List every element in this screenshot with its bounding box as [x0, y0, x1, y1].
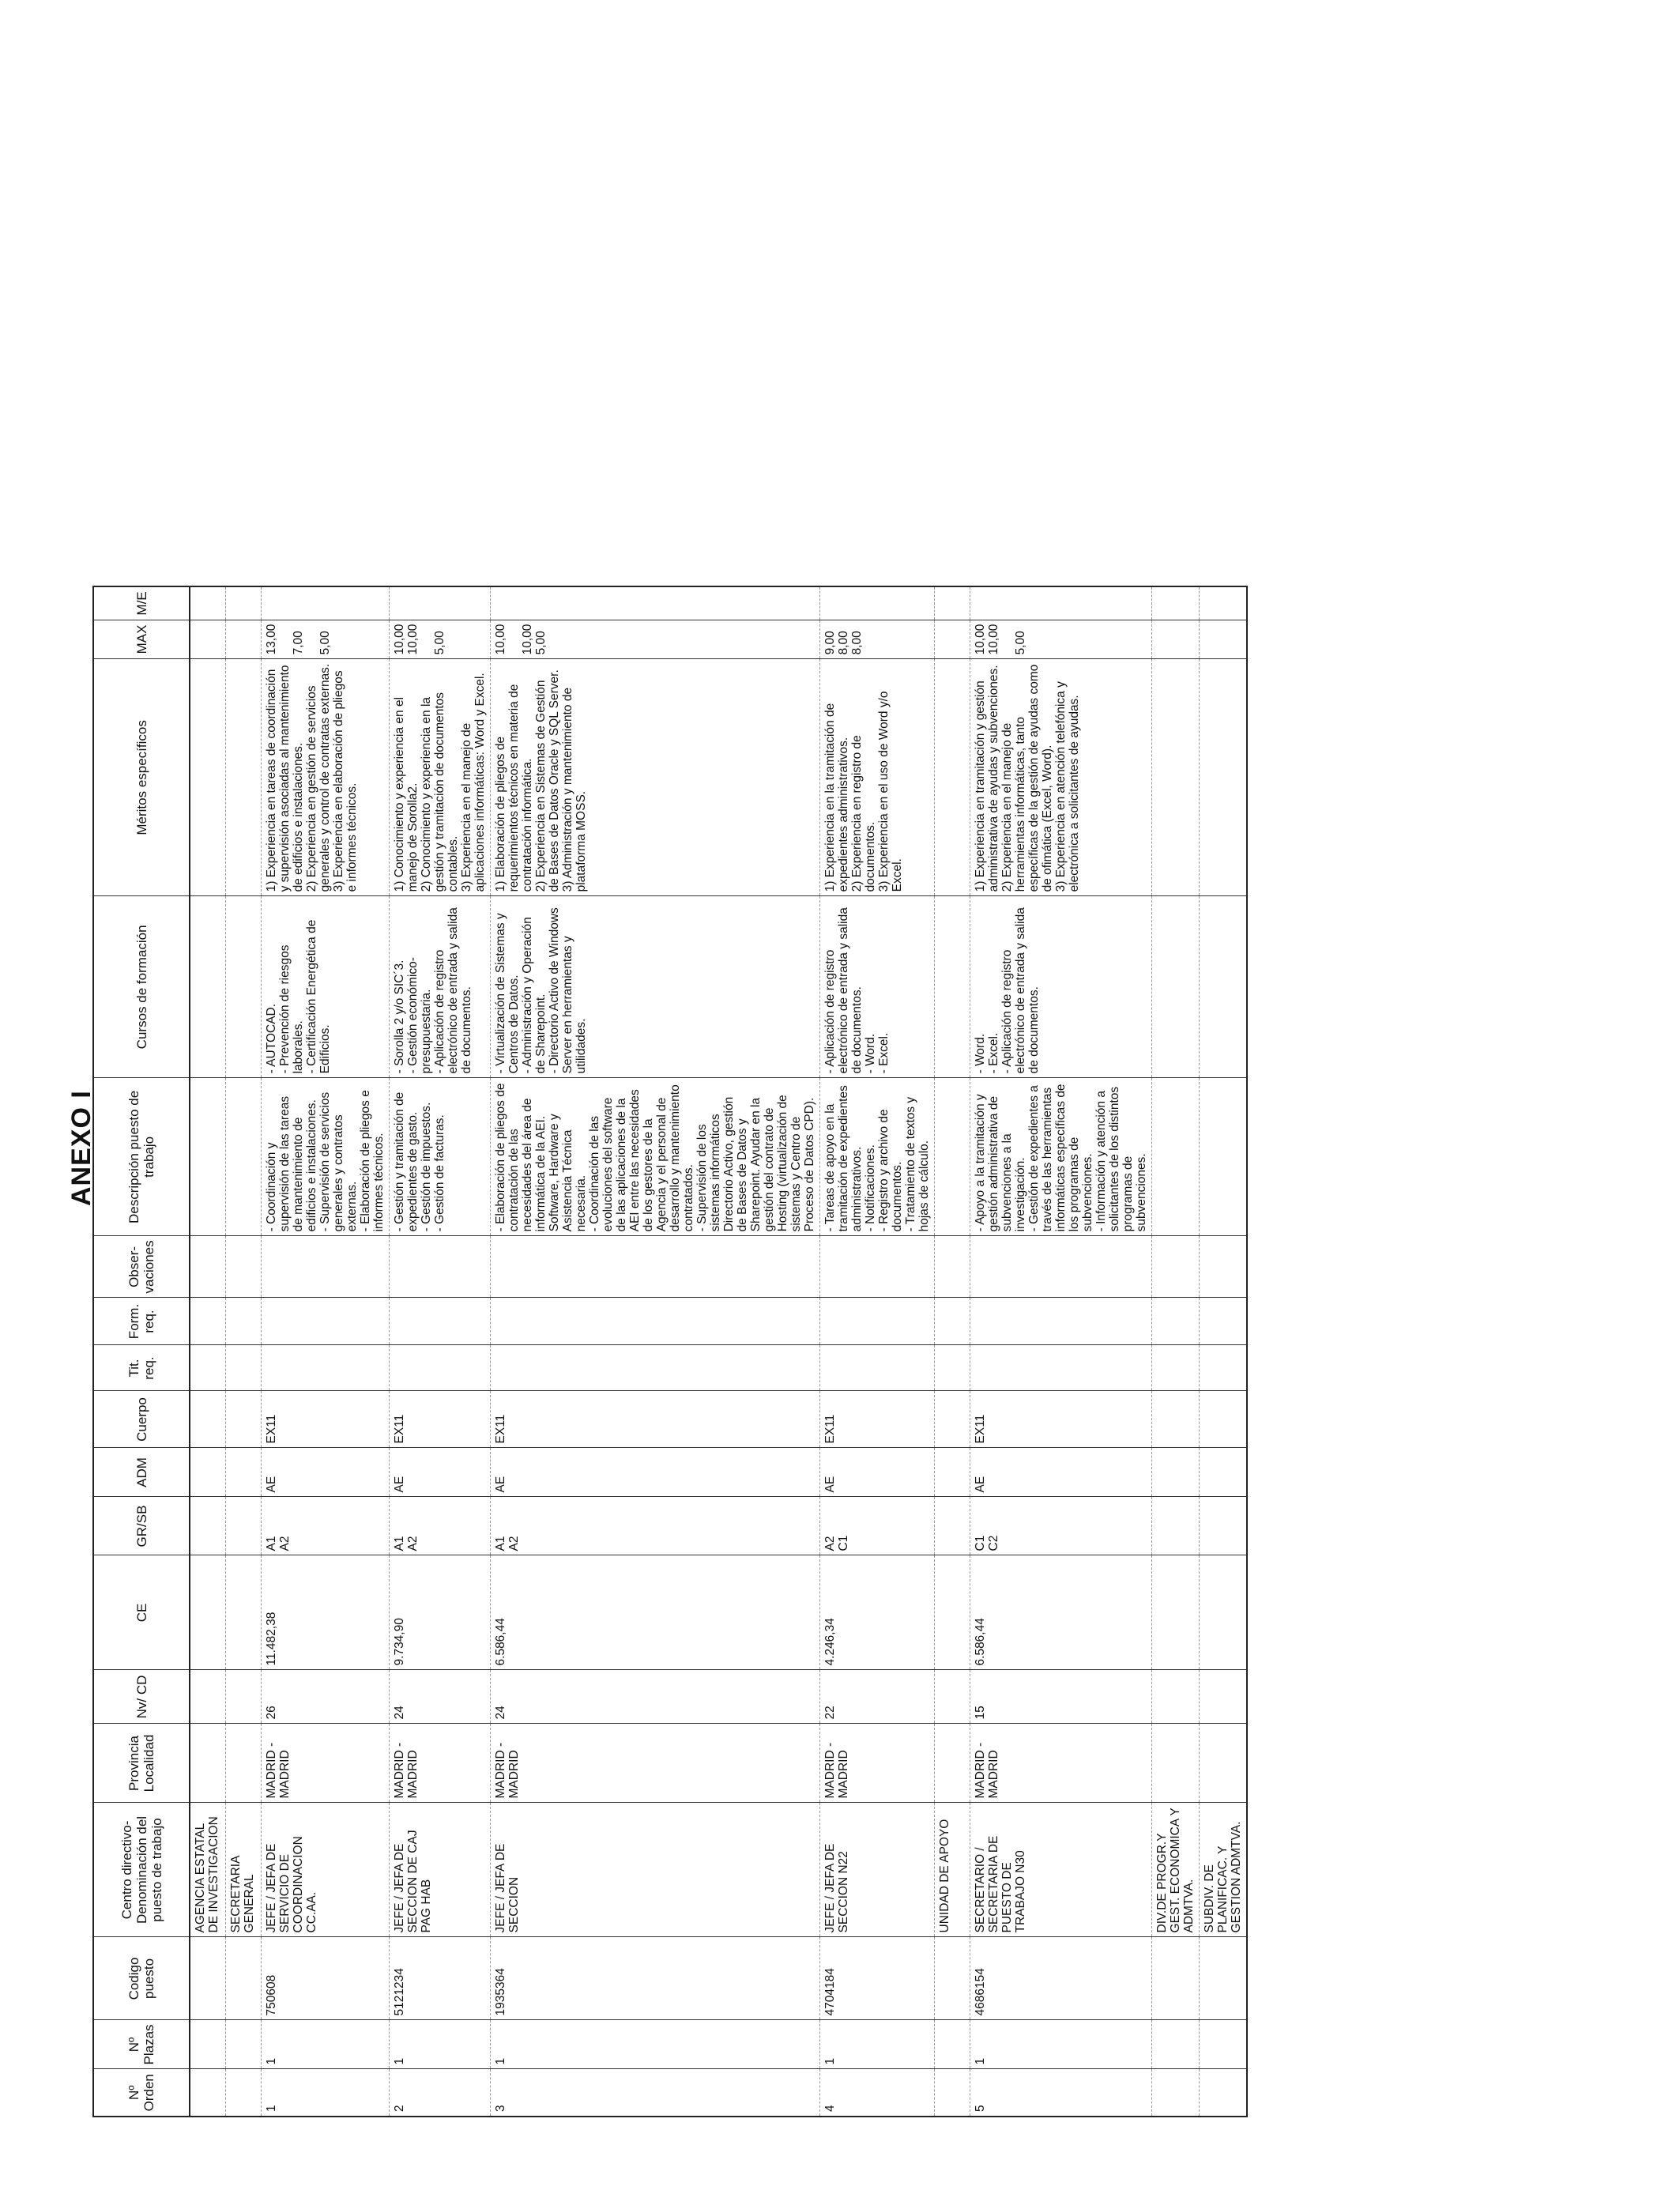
- table-row: [820, 586, 935, 2117]
- cell-plazas: 1: [390, 2020, 491, 2069]
- header-observaciones: Obser- vaciones: [93, 1236, 190, 1298]
- section-row: [226, 586, 262, 2117]
- cell-cuerpo: EX11: [390, 1391, 491, 1448]
- cell-meritos: 1) Experiencia en tramitación y gestión administrativa de ayudas y subvenciones. 2) Experiencia en el manejo de herramientas informáticas, tanto específicas de la gestión de ayudas como de ofimática (Excel, Word). 3) Experiencia en atención telefónica y electrónica a solicitantes de ayudas.: [970, 659, 1152, 896]
- cell-nivel: 24: [491, 1670, 820, 1724]
- table-row: [491, 586, 820, 2117]
- header-orden: Nº Orden: [93, 2069, 190, 2117]
- section-row: [935, 586, 970, 2117]
- cell-codigo: 1935364: [491, 1937, 820, 2020]
- cell-provincia: MADRID - MADRID: [491, 1724, 820, 1803]
- section-row: [1200, 586, 1248, 2117]
- cell-cuerpo: EX11: [820, 1391, 935, 1448]
- header-adm: ADM: [93, 1448, 190, 1497]
- section-secretaria: SECRETARIA GENERAL: [226, 1803, 262, 1937]
- cell-puesto: SECRETARIO / SECRETARIA DE PUESTO DE TRABAJO N30: [970, 1803, 1152, 1937]
- header-nivel: Nv/ CD: [93, 1670, 190, 1724]
- header-titulacion: Tit. req.: [93, 1345, 190, 1391]
- anexo-table: [92, 586, 1248, 2117]
- cell-provincia: MADRID - MADRID: [262, 1724, 390, 1803]
- cell-grupo: A1 A2: [491, 1497, 820, 1555]
- cell-nivel: 24: [390, 1670, 491, 1724]
- cell-orden: 3: [491, 2069, 820, 2117]
- cell-provincia: MADRID - MADRID: [820, 1724, 935, 1803]
- cell-cuerpo: EX11: [491, 1391, 820, 1448]
- cell-nivel: 22: [820, 1670, 935, 1724]
- cell-orden: 2: [390, 2069, 491, 2117]
- cell-plazas: 1: [820, 2020, 935, 2069]
- cell-ce: 11.482,38: [262, 1555, 390, 1670]
- cell-meritos: 1) Experiencia en tareas de coordinación y supervisión asociadas al mantenimiento de edificios e instalaciones. 2) Experiencia en gestión de servicios generales y control de contratas externas. 3) Experiencia en elaboración de pliegos e informes técnicos.: [262, 659, 390, 896]
- table-row: [390, 586, 491, 2117]
- cell-codigo: 4704184: [820, 1937, 935, 2020]
- cell-grupo: A2 C1: [820, 1497, 935, 1555]
- cell-puesto: JEFE / JEFA DE SECCION DE CAJ PAG HAB: [390, 1803, 491, 1937]
- cell-puesto: JEFE / JEFA DE SECCION: [491, 1803, 820, 1937]
- cell-puesto: JEFE / JEFA DE SERVICIO DE COORDINACION CC.AA.: [262, 1803, 390, 1937]
- cell-max: 13,00 7,00 5,00: [262, 620, 390, 659]
- section-division: DIV.DE PROGR.Y GEST. ECONOMICA Y ADMTVA.: [1152, 1803, 1200, 1937]
- table-row: [970, 586, 1152, 2117]
- cell-adm: AE: [390, 1448, 491, 1497]
- header-cursos: Cursos de formación: [93, 896, 190, 1078]
- page-title: ANEXO I: [66, 1090, 96, 1206]
- cell-cursos: - AUTOCAD. - Prevención de riesgos laborales. - Certificación Energética de Edificios.: [262, 896, 390, 1078]
- cell-cursos: - Aplicación de registro electrónico de entrada y salida de documentos. - Word. - Excel.: [820, 896, 935, 1078]
- table-row: [262, 586, 390, 2117]
- cell-orden: 5: [970, 2069, 1152, 2117]
- cell-descripcion: - Elaboración de pliegos de contratación de las necesidades del área de informática de la AEI. Software, Hardware y Asistencia Técnica necesaria. - Coordinación de las evoluciones del software de las aplicaciones de la AEI entre las necesidades de los gestores de la Agencia y el personal de desarrollo y mantenimiento contratados. - Supervisión de los sistemas informáticos Directorio Activo, gestión de Bases de Datos y Sharepoint. Ayudar en la gestión del contrato de Hosting (virtualización de sistemas y Centro de Proceso de Datos CPD).: [491, 1078, 820, 1236]
- cell-ce: 6.586,44: [491, 1555, 820, 1670]
- section-agencia: AGENCIA ESTATAL DE INVESTIGACION: [190, 1803, 226, 1937]
- header-descripcion: Descripción puesto de trabajo: [93, 1078, 190, 1236]
- cell-max: 9,00 8,00 8,00: [820, 620, 935, 659]
- header-max: MAX: [93, 620, 190, 659]
- cell-grupo: A1 A2: [390, 1497, 491, 1555]
- header-grupo: GR/SB: [93, 1497, 190, 1555]
- header-cuerpo: Cuerpo: [93, 1391, 190, 1448]
- cell-descripcion: - Tareas de apoyo en la tramitación de expedientes administrativos. - Notificaciones. - Registro y archivo de documentos. - Tratamiento de textos y hojas de cálculo.: [820, 1078, 935, 1236]
- cell-cursos: - Sorolla 2 y/o SIC´3. - Gestión económico-presupuestaria. - Aplicación de registro electrónico de entrada y salida de documentos.: [390, 896, 491, 1078]
- cell-provincia: MADRID - MADRID: [970, 1724, 1152, 1803]
- section-subdiv: SUBDIV. DE PLANIFICAC. Y GESTION ADMTVA.: [1200, 1803, 1248, 1937]
- cell-codigo: 750608: [262, 1937, 390, 2020]
- section-row: [190, 586, 226, 2117]
- cell-cuerpo: EX11: [262, 1391, 390, 1448]
- cell-meritos: 1) Elaboración de pliegos de requerimientos técnicos en materia de contratación informática. 2) Experiencia en Sistemas de Gestión de Bases de Datos Oracle y SQL Server. 3) Administración y mantenimiento de plataforma MOSS.: [491, 659, 820, 896]
- header-plazas: Nº Plazas: [93, 2020, 190, 2069]
- cell-nivel: 26: [262, 1670, 390, 1724]
- cell-nivel: 15: [970, 1670, 1152, 1724]
- header-centro: Centro directivo- Denominación del puesto de trabajo: [93, 1803, 190, 1937]
- cell-codigo: 4686154: [970, 1937, 1152, 2020]
- cell-grupo: C1 C2: [970, 1497, 1152, 1555]
- cell-cursos: - Word. - Excel. - Aplicación de registro electrónico de entrada y salida de documentos.: [970, 896, 1152, 1078]
- section-unidad: UNIDAD DE APOYO: [935, 1803, 970, 1937]
- header-meritos: Méritos específicos: [93, 659, 190, 896]
- cell-plazas: 1: [262, 2020, 390, 2069]
- header-formacion: Form. req.: [93, 1298, 190, 1345]
- cell-adm: AE: [491, 1448, 820, 1497]
- section-row: [1152, 586, 1200, 2117]
- cell-orden: 4: [820, 2069, 935, 2117]
- header-provincia: Provincia Localidad: [93, 1724, 190, 1803]
- cell-grupo: A1 A2: [262, 1497, 390, 1555]
- cell-max: 10,00 10,00 5,00: [390, 620, 491, 659]
- cell-ce: 9.734,90: [390, 1555, 491, 1670]
- cell-ce: 6.586,44: [970, 1555, 1152, 1670]
- cell-puesto: JEFE / JEFA DE SECCION N22: [820, 1803, 935, 1937]
- cell-plazas: 1: [970, 2020, 1152, 2069]
- cell-codigo: 5121234: [390, 1937, 491, 2020]
- cell-max: 10,00 10,00 5,00: [970, 620, 1152, 659]
- cell-descripcion: - Gestión y tramitación de expedientes de gasto. - Gestión de impuestos. - Gestión de facturas.: [390, 1078, 491, 1236]
- cell-descripcion: - Coordinación y supervisión de las tareas de mantenimiento de edificios e instalaciones. - Supervisión de servicios generales y contratos externas. - Elaboración de pliegos e informes técnicos.: [262, 1078, 390, 1236]
- header-codigo: Codigo puesto: [93, 1937, 190, 2020]
- cell-meritos: 1) Experiencia en la tramitación de expedientes administrativos. 2) Experiencia en registro de documentos. 3) Experiencia en el uso de Word y/o Excel.: [820, 659, 935, 896]
- cell-adm: AE: [820, 1448, 935, 1497]
- cell-max: 10,00 10,00 5,00: [491, 620, 820, 659]
- header-ce: CE: [93, 1555, 190, 1670]
- cell-provincia: MADRID - MADRID: [390, 1724, 491, 1803]
- cell-cursos: - Virtualización de Sistemas y Centros de Datos. - Administración y Operación de Sharepoint. - Directorio Activo de Windows Server en herramientas y utilidades.: [491, 896, 820, 1078]
- cell-plazas: 1: [491, 2020, 820, 2069]
- cell-orden: 1: [262, 2069, 390, 2117]
- cell-ce: 4.246,34: [820, 1555, 935, 1670]
- cell-adm: AE: [970, 1448, 1152, 1497]
- cell-cuerpo: EX11: [970, 1391, 1152, 1448]
- cell-descripcion: - Apoyo a la tramitación y gestión administrativa de subvenciones a la investigación. - Gestión de expedientes a través de las herramientas informáticas específicas de los programas de subvenciones. - Información y atención a solicitantes de los distintos programas de subvenciones.: [970, 1078, 1152, 1236]
- cell-meritos: 1) Conocimiento y experiencia en el manejo de Sorolla2. 2) Conocimiento y experiencia en la gestión y tramitación de documentos contables. 3) Experiencia en el manejo de aplicaciones informáticas: Word y Excel.: [390, 659, 491, 896]
- cell-adm: AE: [262, 1448, 390, 1497]
- table-header-row: [93, 586, 190, 2117]
- header-me: M/E: [93, 586, 190, 620]
